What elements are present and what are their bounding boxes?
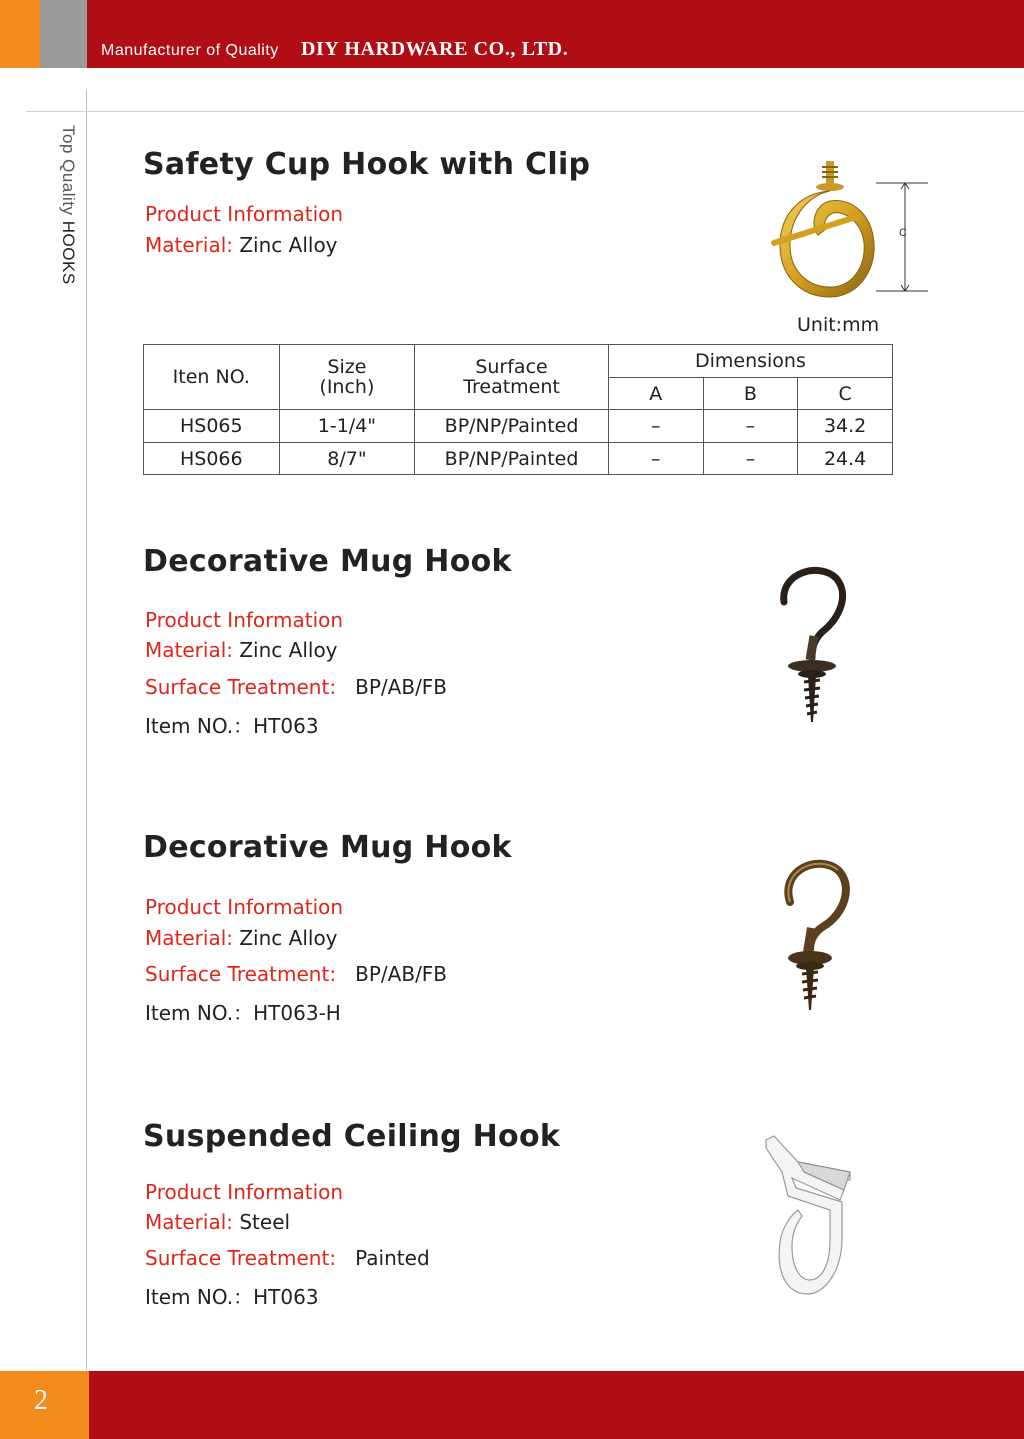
sidebar-text-bold: HOOKS — [59, 220, 78, 285]
screw-collar — [816, 183, 844, 191]
product-info-label: Product Information — [145, 1180, 344, 1204]
table-row — [144, 443, 893, 475]
material-value: Zinc Alloy — [239, 233, 338, 257]
surface-value: BP/AB/FB — [355, 962, 448, 986]
product-title: Suspended Ceiling Hook — [143, 1119, 561, 1154]
product-info-label: Product Information — [145, 895, 344, 919]
hook-curve — [788, 864, 846, 950]
footer-bar — [0, 1371, 1024, 1439]
material-label: Material: — [145, 638, 233, 662]
cell-surface: BP/NP/Painted — [415, 410, 609, 443]
header-bar — [0, 0, 1024, 68]
table-row — [144, 410, 893, 443]
header-gray-block — [40, 0, 87, 68]
horizontal-divider — [26, 111, 1024, 112]
item-line — [145, 997, 341, 1026]
product-info-label: Product Information — [145, 608, 344, 632]
ceiling-hook-image — [758, 1132, 862, 1300]
header-tagline: Manufacturer of Quality — [101, 42, 279, 59]
hook-neck — [808, 928, 812, 952]
cell-size: 1-1/4" — [279, 410, 415, 443]
surface-label: Surface Treatment: — [145, 962, 337, 986]
product-title: Safety Cup Hook with Clip — [143, 147, 591, 182]
item-line — [145, 710, 319, 739]
header-dim-c: C — [798, 378, 893, 410]
header-surface-line1: Surface — [475, 356, 548, 378]
sidebar-label — [58, 125, 78, 285]
surface-line — [145, 962, 447, 986]
header-size-line2: (Inch) — [319, 376, 375, 398]
page-number: 2 — [34, 1385, 48, 1416]
item-value: HT063 — [253, 714, 319, 738]
surface-label: Surface Treatment: — [145, 1246, 337, 1270]
hook-neck — [810, 636, 814, 660]
cell-size: 8/7" — [279, 443, 415, 475]
cell-surface: BP/NP/Painted — [415, 443, 609, 475]
header-size — [279, 345, 415, 410]
header-dim-b: B — [703, 378, 798, 410]
table-header-row — [144, 345, 893, 378]
mug-hook-h-image — [768, 852, 858, 1016]
item-label: Item NO.： — [145, 714, 254, 738]
product-title: Decorative Mug Hook — [143, 830, 512, 865]
material-line — [145, 1210, 290, 1234]
surface-label: Surface Treatment: — [145, 675, 337, 699]
cell-dim-c: 24.4 — [798, 443, 893, 475]
item-label: Item NO.： — [145, 1285, 254, 1309]
product-info-label: Product Information — [145, 202, 344, 226]
cell-dim-a: – — [608, 443, 703, 475]
cell-dim-a: – — [608, 410, 703, 443]
screw-shank — [808, 676, 816, 722]
header-surface — [415, 345, 609, 410]
cell-dim-b: – — [703, 443, 798, 475]
item-line — [145, 1281, 319, 1310]
material-line — [145, 233, 338, 257]
material-label: Material: — [145, 1210, 233, 1234]
vertical-divider — [86, 90, 87, 1370]
ceiling-hook-body — [766, 1136, 850, 1294]
material-label: Material: — [145, 233, 233, 257]
company-name: DIY HARDWARE CO., LTD. — [301, 38, 569, 60]
mug-hook-image — [770, 562, 860, 728]
surface-value: BP/AB/FB — [355, 675, 448, 699]
surface-value: Painted — [355, 1246, 430, 1270]
material-value: Zinc Alloy — [239, 926, 338, 950]
surface-line — [145, 1246, 430, 1270]
item-value: HT063 — [253, 1285, 319, 1309]
item-value: HT063-H — [253, 1001, 341, 1025]
cell-item: HS065 — [144, 410, 280, 443]
header-item-no: Iten NO. — [144, 345, 280, 410]
cell-item: HS066 — [144, 443, 280, 475]
spec-table — [143, 344, 893, 475]
surface-line — [145, 675, 447, 699]
cell-dim-b: – — [703, 410, 798, 443]
hook-body — [780, 191, 874, 297]
cell-dim-c: 34.2 — [798, 410, 893, 443]
header-surface-line2: Treatment — [463, 376, 560, 398]
item-label: Item NO.： — [145, 1001, 254, 1025]
header-dim-a: A — [608, 378, 703, 410]
header-dimensions: Dimensions — [608, 345, 892, 378]
dimension-label-c: C — [899, 227, 907, 239]
material-line — [145, 638, 338, 662]
material-value: Steel — [239, 1210, 291, 1234]
material-line — [145, 926, 338, 950]
material-value: Zinc Alloy — [239, 638, 338, 662]
header-size-line1: Size — [327, 356, 367, 378]
unit-label: Unit:mm — [797, 314, 880, 336]
header-orange-block — [0, 0, 40, 68]
cup-hook-image — [760, 155, 940, 300]
product-title: Decorative Mug Hook — [143, 544, 512, 579]
sidebar-text-light: Top Quality — [59, 125, 78, 216]
material-label: Material: — [145, 926, 233, 950]
